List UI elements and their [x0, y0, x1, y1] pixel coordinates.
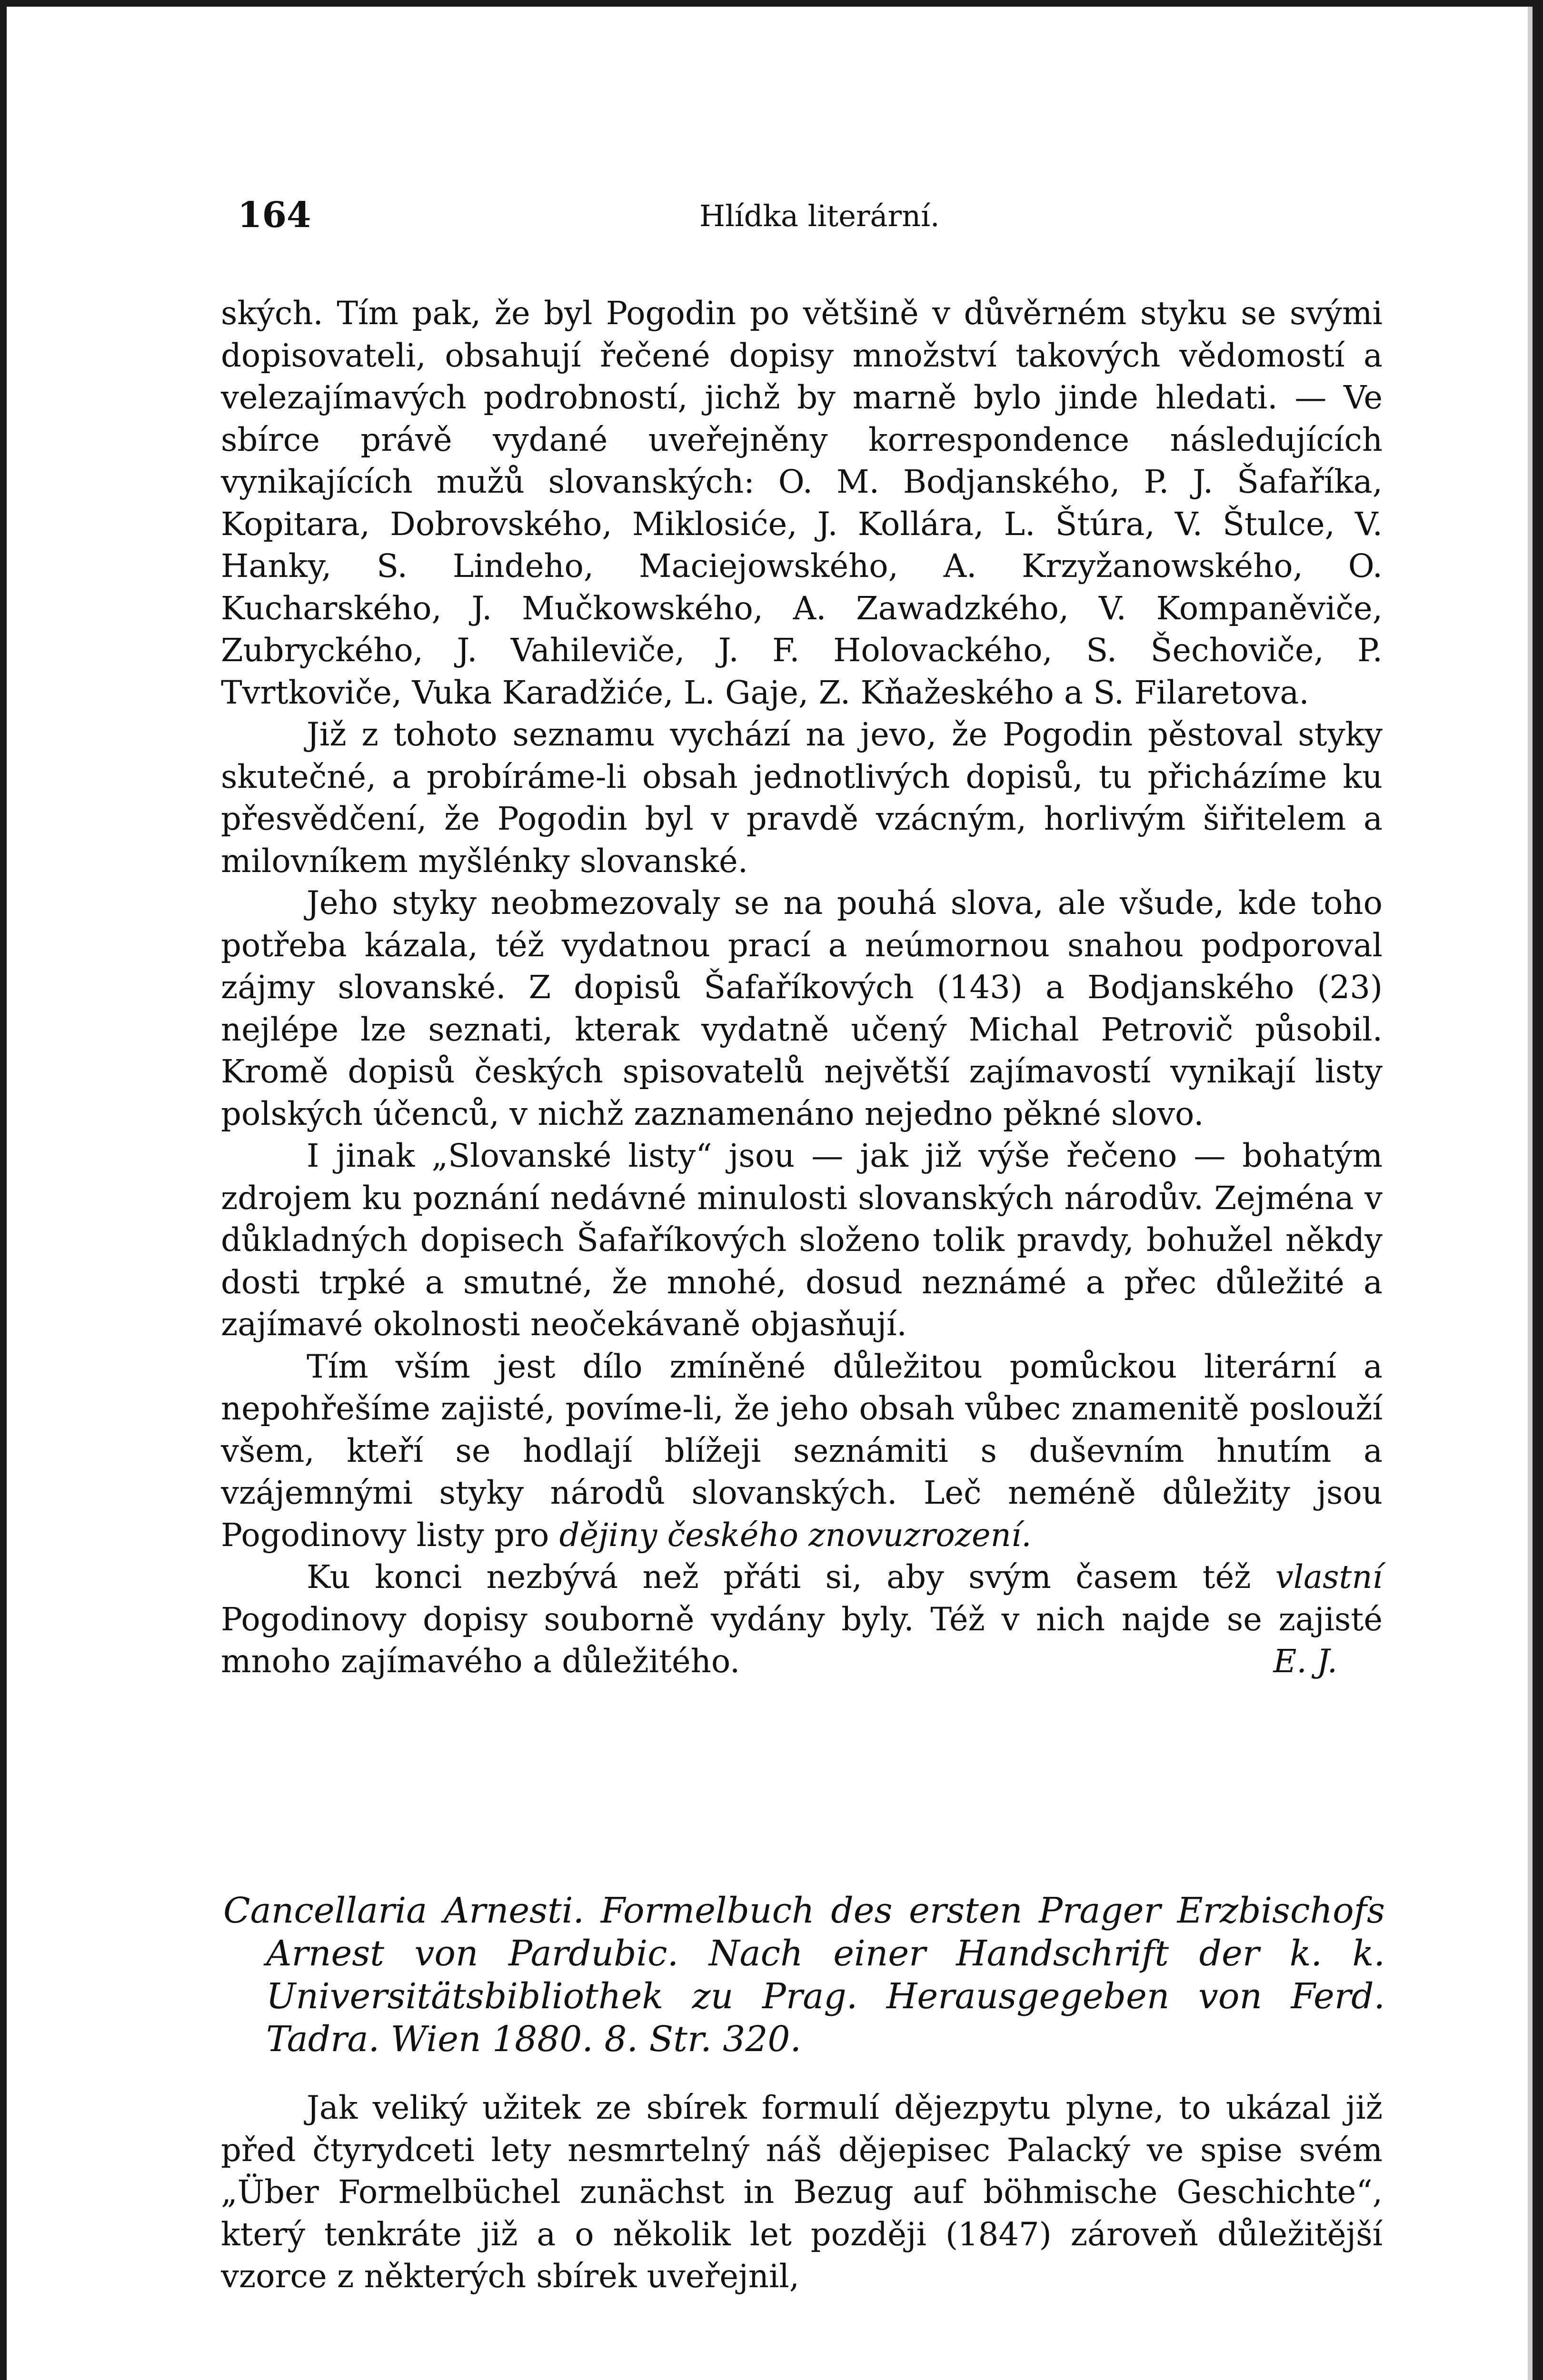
book-page — [7, 7, 1533, 2380]
paragraph-6-text: Ku konci nezbývá než přáti si, aby svým časem též — [307, 1558, 1275, 1596]
paragraph-2: Již z tohoto seznamu vychází na jevo, že Pogodin pěstoval styky skutečné, a probíráme-li obsah jednotlivých dopisů, tu přicházíme ku přesvědčení, že Pogodin byl v pravdě vzácným, horlivým šiřitelem a milovníkem myšlénky slovanské. — [221, 716, 1383, 880]
page-number: 164 — [238, 195, 311, 236]
paragraph-5-text: Tím vším jest dílo zmíněné důležitou pomůckou literární a nepohřešíme zajisté, povíme-li, že jeho obsah vůbec znamenitě poslouží všem, kteří se hodlají blížeji seznámiti s duševním hnutím a vzájemnými styky národů slovanských. Leč neméně důležity jsou Pogodinovy listy pro — [221, 1348, 1383, 1554]
paragraph-6-text-end: Pogodinovy dopisy souborně vydány byly. Též v nich najde se zajisté mnoho zajímavého a důležitého. — [221, 1600, 1383, 1680]
review-text — [221, 2087, 1383, 2298]
paragraph-5 — [221, 1346, 1383, 1557]
author-signature: E. J. — [1273, 1643, 1337, 1680]
main-text — [221, 292, 1383, 1683]
review-heading — [223, 1889, 1385, 2061]
journal-title: Hlídka literární. — [699, 198, 940, 233]
paragraph-6-emphasis: vlastní — [1275, 1558, 1383, 1596]
review-paragraph-1: Jak veliký užitek ze sbírek formulí dějezpytu plyne, to ukázal již před čtyrydceti lety nesmrtelný náš dějepisec Palacký ve spise svém „Über Formelbüchel zunächst in Bezug auf böhmische Geschichte“, který tenkráte již a o několik let později (1847) zároveň důležitější vzorce z některých sbírek uveřejnil, — [221, 2089, 1383, 2295]
running-head — [238, 195, 1380, 242]
paragraph-3: Jeho styky neobmezovaly se na pouhá slova, ale všude, kde toho potřeba kázala, též vydatnou prací a neúmornou snahou podporoval zájmy slovanské. Z dopisů Šafaříkových (143) a Bodjanského (23) nejlépe lze seznati, kterak vydatně učený Michal Petrovič působil. Kromě dopisů českých spisovatelů největší zajímavostí vynikají listy polských účenců, v nichž zaznamenáno nejedno pěkné slovo. — [221, 884, 1383, 1132]
paragraph-4: I jinak „Slovanské listy“ jsou — jak již výše řečeno — bohatým zdrojem ku poznání nedávné minulosti slovanských národův. Zejména v důkladných dopisech Šafaříkových složeno tolik pravdy, bohužel někdy dosti trpké a smutné, že mnohé, dosud neznámé a přec důležité a zajímavé okolnosti neočekávaně objasňují. — [221, 1137, 1383, 1343]
paragraph-5-emphasis: dějiny českého znovuzrození. — [559, 1516, 1032, 1554]
paragraph-6 — [221, 1556, 1383, 1683]
review-citation: Cancellaria Arnesti. Formelbuch des ersten Prager Erzbischofs Arnest von Pardubic. Nach einer Handschrift der k. k. Universitätsbibliothek zu Prag. Herausgegeben von Ferd. Tadra. Wien 1880. 8. Str. 320. — [223, 1890, 1385, 2060]
paragraph-1: ských. Tím pak, že byl Pogodin po většině v důvěrném styku se svými dopisovateli, obsahují řečené dopisy množství takových vědomostí a velezajímavých podrobností, jichž by marně bylo jinde hledati. — Ve sbírce právě vydané uveřejněny korrespondence následujících vynikajících mužů slovanských: O. M. Bodjanského, P. J. Šafaříka, Kopitara, Dobrovského, Miklosiće, J. Kollára, L. Štúra, V. Štulce, V. Hanky, S. Lindeho, Maciejowského, A. Krzyžanowského, O. Kucharského, J. Mučkowského, A. Zawadzkého, V. Kompaněviče, Zubryckého, J. Vahileviče, J. F. Holovackého, S. Šechoviče, P. Tvrtkoviče, Vuka Karadžiće, L. Gaje, Z. Kňažeského a S. Filaretova. — [221, 295, 1383, 711]
